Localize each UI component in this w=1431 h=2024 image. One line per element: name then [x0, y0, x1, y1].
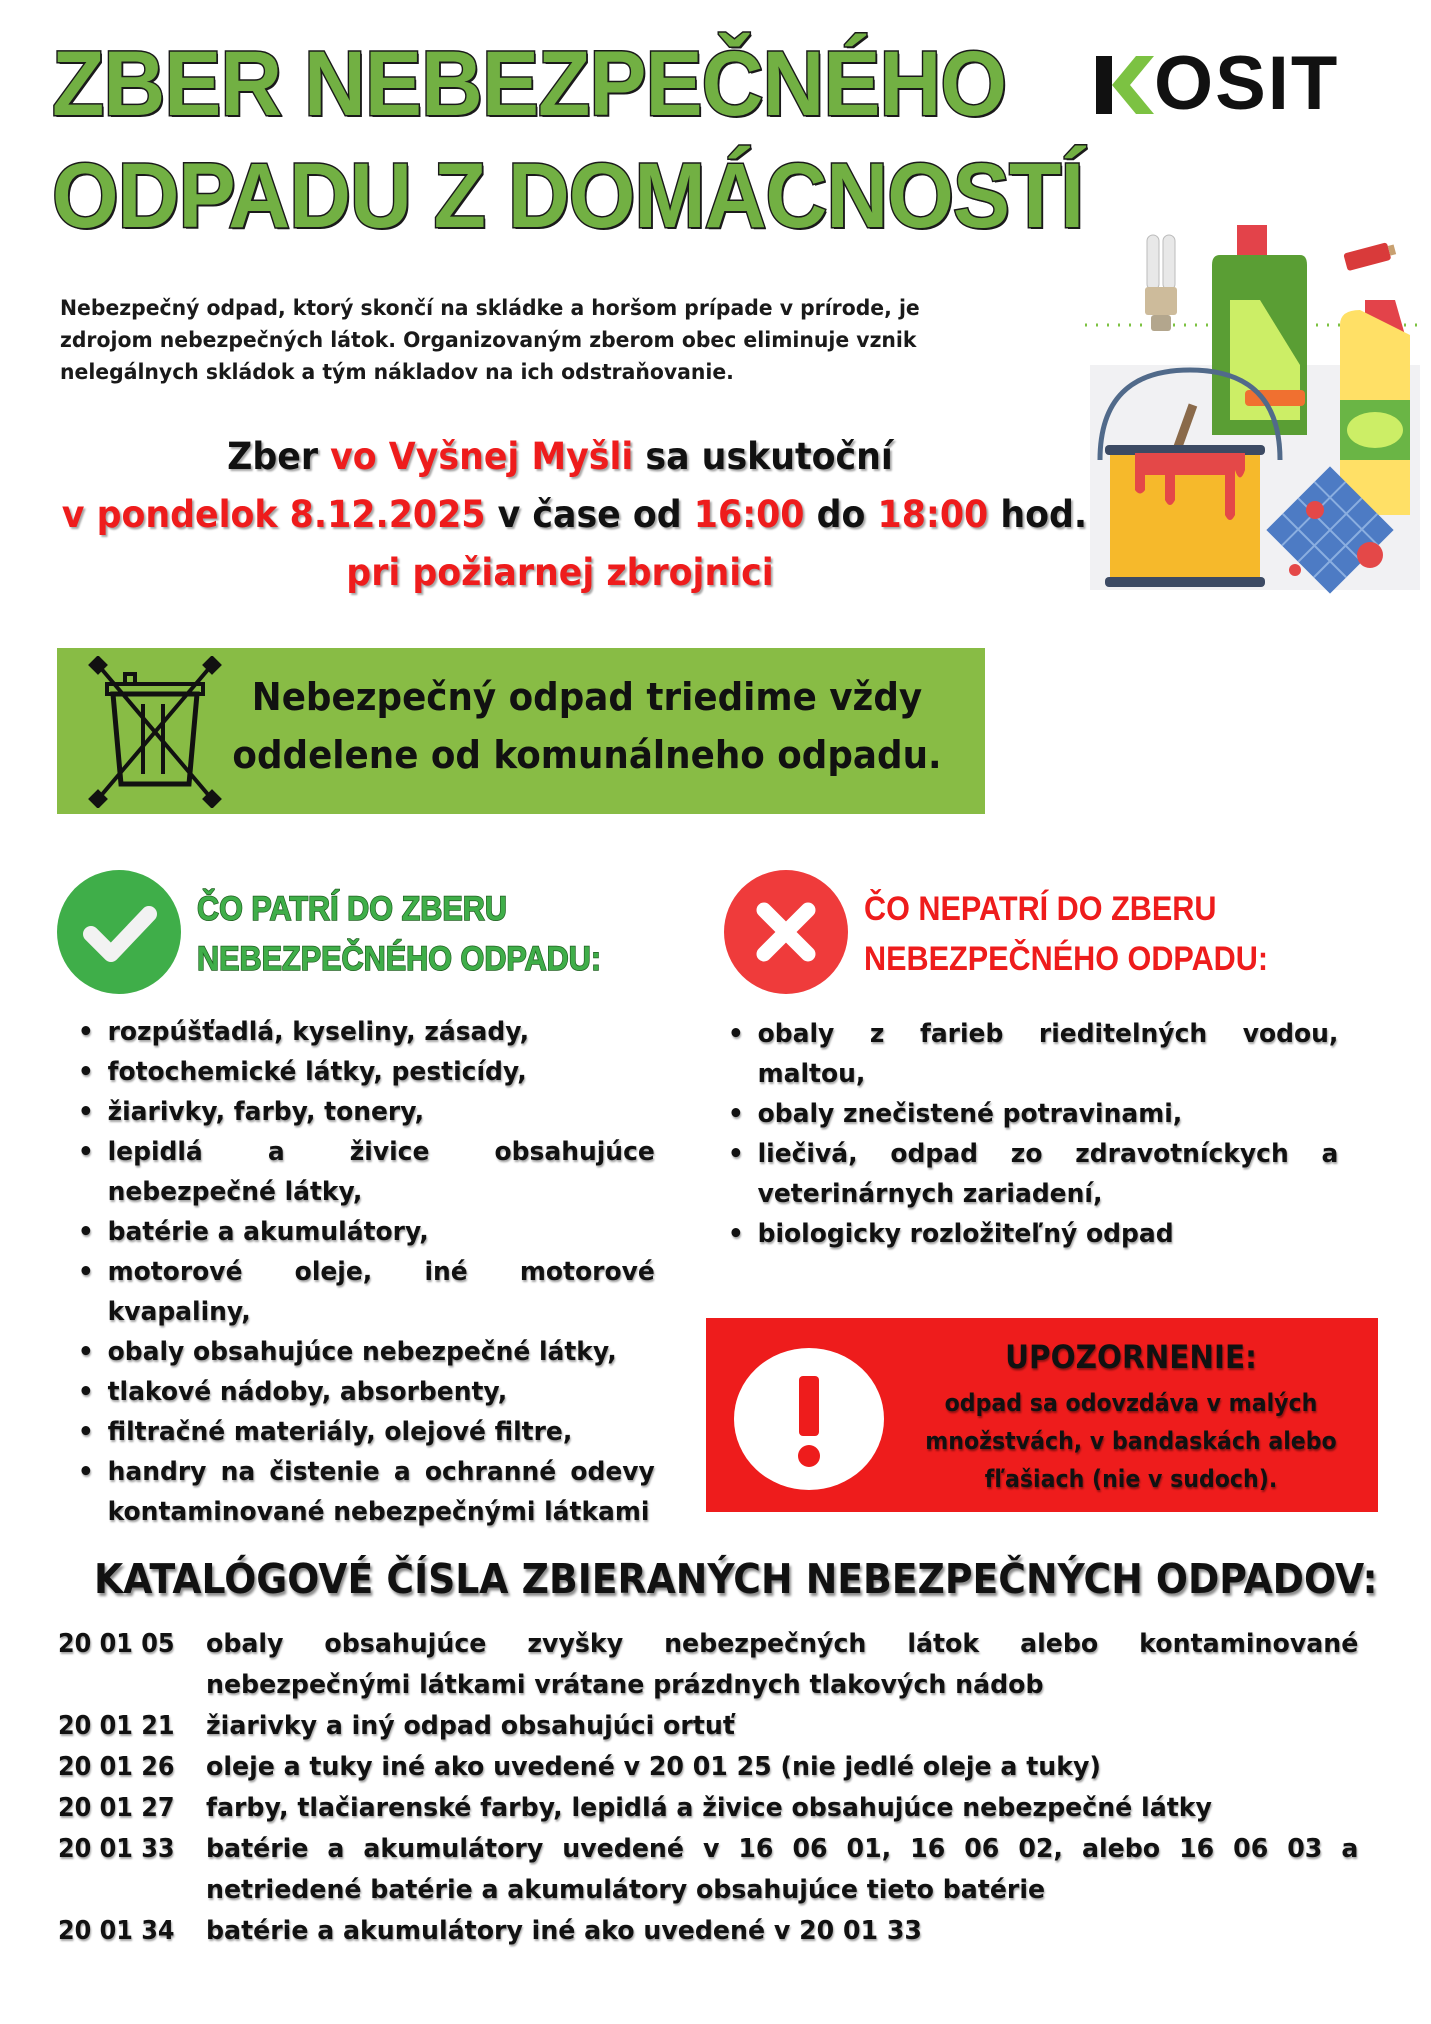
catalog-description: žiarivky a iný odpad obsahujúci ortuť: [206, 1711, 735, 1741]
event-text: v čase od: [485, 493, 694, 536]
event-line-1: [62, 428, 1058, 486]
list-item: • žiarivky, farby, tonery,: [74, 1092, 655, 1132]
logo-text: OSIT: [1154, 41, 1340, 126]
not-allowed-items-list: [724, 1014, 1338, 1254]
event-date: v pondelok 8.12.2025: [61, 493, 486, 536]
catalog-code: 20 01 21: [58, 1711, 175, 1741]
catalog-table: [58, 1624, 1394, 1952]
sorting-info-line2: oddelene od komunálneho odpadu.: [232, 733, 942, 777]
yellow-bottle-icon: [1340, 300, 1410, 515]
catalog-description: obaly obsahujúce zvyšky nebezpečných látok alebo kontaminované nebezpečnými látkami vrátane prázdnych tlakových nádob: [206, 1629, 1359, 1700]
not-allowed-title-line1: ČO NEPATRÍ DO ZBERU: [864, 890, 1217, 928]
crossed-bin-icon: [85, 656, 225, 808]
catalog-description: oleje a tuky iné ako uvedené v 20 01 25 (nie jedlé oleje a tuky): [206, 1752, 1101, 1782]
sorting-info-text: [230, 668, 944, 784]
x-circle: [724, 870, 848, 994]
list-item: • batérie a akumulátory,: [74, 1212, 655, 1252]
sorting-info-line1: Nebezpečný odpad triedime vždy: [251, 675, 923, 719]
catalog-row: [58, 1911, 1394, 1952]
catalog-row: [58, 1706, 1394, 1747]
allowed-title-line2: NEBEZPEČNÉHO ODPADU:: [197, 940, 602, 978]
list-item: • biologicky rozložiteľný odpad: [724, 1214, 1338, 1254]
green-bottle-icon: [1212, 225, 1307, 435]
event-line-2: [61, 486, 1088, 544]
catalog-description: batérie a akumulátory iné ako uvedené v 20 01 33: [206, 1916, 922, 1946]
allowed-title-line1: ČO PATRÍ DO ZBERU: [197, 890, 507, 928]
event-text: Zber: [227, 435, 331, 478]
check-icon: [57, 870, 181, 994]
list-item: • rozpúšťadlá, kyseliny, zásady,: [74, 1012, 655, 1052]
sorting-info-box: [57, 648, 985, 814]
hazardous-waste-illustration: [1075, 225, 1425, 595]
catalog-row: [58, 1747, 1394, 1788]
event-text: do: [804, 493, 878, 536]
warning-title: UPOZORNENIE:: [1005, 1338, 1257, 1376]
list-item: • obaly obsahujúce nebezpečné látky,: [74, 1332, 655, 1372]
list-item: • obaly z farieb rieditelných vodou, maltou,: [724, 1014, 1338, 1094]
catalog-description: farby, tlačiarenské farby, lepidlá a živice obsahujúce nebezpečné látky: [206, 1793, 1212, 1823]
event-start-time: 16:00: [693, 493, 805, 536]
intro-paragraph: Nebezpečný odpad, ktorý skončí na skládke a horšom prípade v prírode, je zdrojom nebezpečných látok. Organizovaným zberom obec eliminuje vznik nelegálnych skládok a tým nákladov na ich odstraňovanie.: [60, 296, 920, 384]
warning-text: odpad sa odovzdáva v malých množstvách, v bandaskách alebo fľašiach (nie v sudoch).: [925, 1389, 1337, 1493]
battery-icon: [1343, 241, 1397, 272]
catalog-code: 20 01 34: [58, 1916, 175, 1946]
logo-k-mark-icon: [1096, 52, 1156, 118]
catalog-code: 20 01 27: [58, 1793, 175, 1823]
warning-circle: [734, 1348, 884, 1490]
event-text: sa uskutoční: [633, 435, 893, 478]
catalog-description: batérie a akumulátory uvedené v 16 06 01, 16 06 02, alebo 16 06 03 a netriedené batérie a akumulátory obsahujúce tieto batérie: [206, 1834, 1359, 1905]
exclamation-icon: [734, 1348, 884, 1490]
catalog-row: [58, 1624, 1394, 1706]
event-place: pri požiarnej zbrojnici: [346, 551, 774, 594]
catalog-code: 20 01 33: [58, 1834, 175, 1864]
catalog-row: [58, 1788, 1394, 1829]
event-announcement: [61, 428, 1088, 602]
not-allowed-title-line2: NEBEZPEČNÉHO ODPADU:: [864, 940, 1269, 978]
list-item: • liečivá, odpad zo zdravotníckych a veterinárnych zariadení,: [724, 1134, 1338, 1214]
list-item: • handry na čistenie a ochranné odevy kontaminované nebezpečnými látkami: [74, 1452, 655, 1532]
list-item: • tlakové nádoby, absorbenty,: [74, 1372, 655, 1412]
catalog-row: [58, 1829, 1394, 1911]
catalog-title: KATALÓGOVÉ ČÍSLA ZBIERANÝCH NEBEZPEČNÝCH ODPADOV:: [94, 1555, 1378, 1603]
check-circle: [57, 870, 181, 994]
list-item: • fotochemické látky, pesticídy,: [74, 1052, 655, 1092]
list-item: • motorové oleje, iné motorové kvapaliny,: [74, 1252, 655, 1332]
list-item: • obaly znečistené potravinami,: [724, 1094, 1338, 1134]
event-location: vo Vyšnej Myšli: [330, 435, 634, 478]
allowed-section-title: [197, 884, 601, 984]
page-title-line2: ODPADU Z DOMÁCNOSTÍ: [52, 145, 1084, 247]
list-item: • lepidlá a živice obsahujúce nebezpečné látky,: [74, 1132, 655, 1212]
x-icon: [724, 870, 848, 994]
event-end-time: 18:00: [877, 493, 989, 536]
warning-box: [706, 1318, 1378, 1512]
kosit-logo: [1096, 41, 1386, 126]
list-item: • filtračné materiály, olejové filtre,: [74, 1412, 655, 1452]
allowed-items-list: [74, 1012, 655, 1532]
not-allowed-section-title: [864, 884, 1268, 984]
page-title-line1: ZBER NEBEZPEČNÉHO: [52, 33, 1006, 135]
bulb-icon: [1145, 235, 1177, 331]
event-text: hod.: [988, 493, 1088, 536]
catalog-code: 20 01 05: [58, 1629, 175, 1659]
catalog-code: 20 01 26: [58, 1752, 175, 1782]
